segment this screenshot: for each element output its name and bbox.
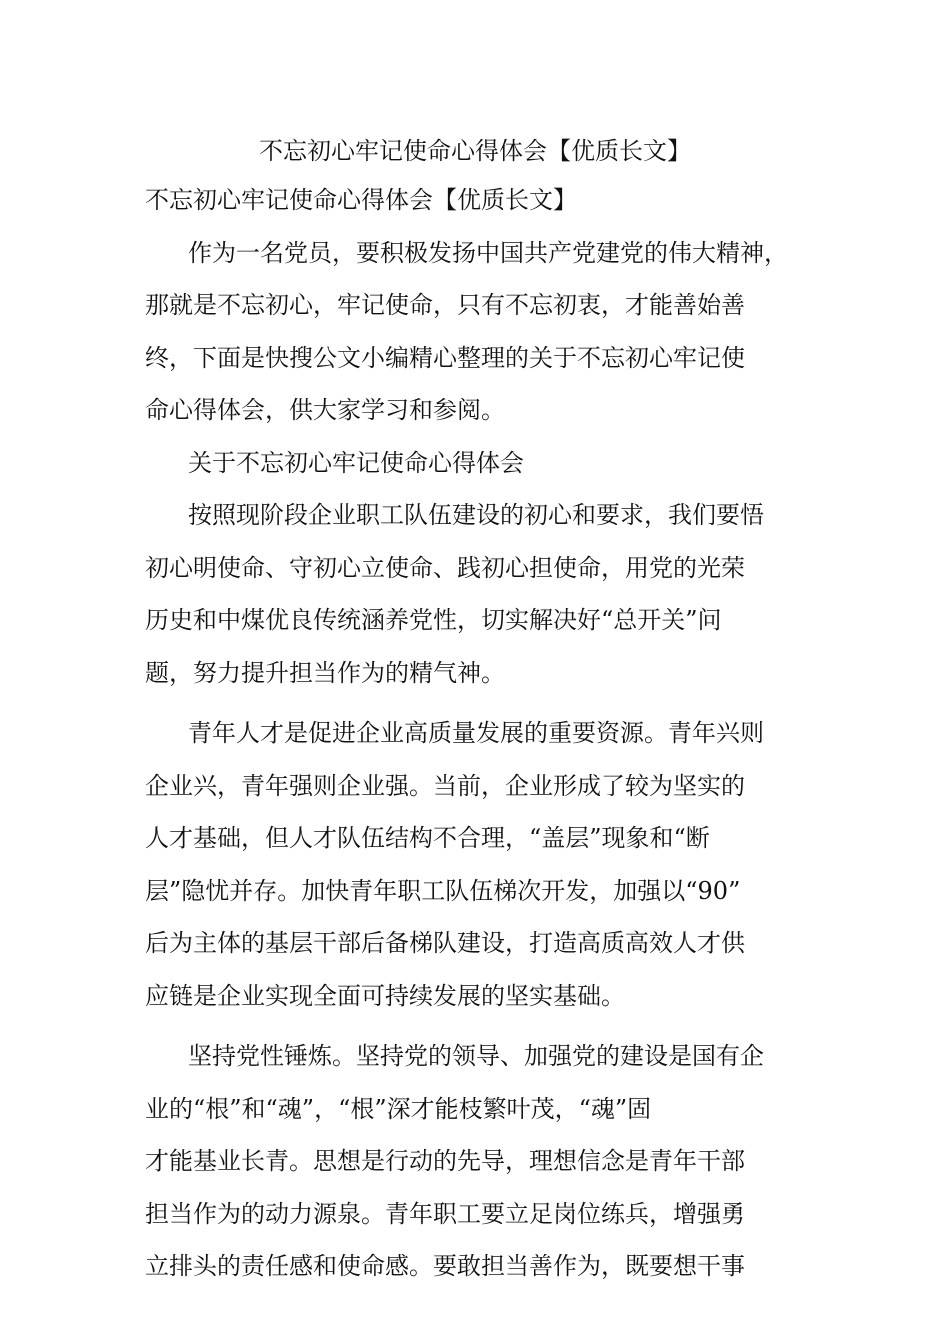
paragraph-line: 坚持党性锤炼。坚持党的领导、加强党的建设是国有企 — [188, 1042, 764, 1070]
paragraph-line: 层”隐忧并存。加快青年职工队伍梯次开发，加强以“90” — [145, 876, 741, 905]
paragraph-line: 人才基础，但人才队伍结构不合理，“盖层”现象和“断 — [145, 824, 710, 852]
paragraph-line: 后为主体的基层干部后备梯队建设，打造高质高效人才供 — [145, 929, 745, 957]
paragraph-line: 作为一名党员，要积极发扬中国共产党建党的伟大精神， — [188, 238, 788, 267]
paragraph-line: 题，努力提升担当作为的精气神。 — [145, 658, 505, 687]
paragraph-line: 历史和中煤优良传统涵养党性，切实解决好“总开关”问 — [145, 606, 722, 634]
paragraph-line: 命心得体会，供大家学习和参阅。 — [145, 396, 505, 424]
paragraph-line: 应链是企业实现全面可持续发展的坚实基础。 — [145, 981, 625, 1010]
paragraph-line: 按照现阶段企业职工队伍建设的初心和要求，我们要悟 — [188, 501, 764, 529]
section-heading: 关于不忘初心牢记使命心得体会 — [188, 448, 524, 477]
paragraph-line: 担当作为的动力源泉。青年职工要立足岗位练兵，增强勇 — [145, 1199, 745, 1228]
paragraph-line: 企业兴，青年强则企业强。当前，企业形成了较为坚实的 — [145, 771, 745, 800]
paragraph-line: 立排头的责任感和使命感。要敢担当善作为，既要想干事 — [145, 1252, 745, 1280]
paragraph-line: 才能基业长青。思想是行动的先导，理想信念是青年干部 — [145, 1147, 745, 1175]
document-body — [145, 182, 825, 1301]
paragraph-line: 那就是不忘初心，牢记使命，只有不忘初衷，才能善始善 — [145, 291, 745, 319]
document-title: 不忘初心牢记使命心得体会【优质长文】 — [259, 137, 691, 165]
paragraph-line: 青年人才是促进企业高质量发展的重要资源。青年兴则 — [188, 719, 764, 747]
subtitle-line: 不忘初心牢记使命心得体会【优质长文】 — [145, 186, 577, 214]
paragraph-line: 业的“根”和“魂”，“根”深才能枝繁叶茂，“魂”固 — [145, 1094, 652, 1123]
paragraph-line: 终，下面是快搜公文小编精心整理的关于不忘初心牢记使 — [145, 343, 745, 372]
paragraph-line: 初心明使命、守初心立使命、践初心担使命，用党的光荣 — [145, 553, 745, 582]
